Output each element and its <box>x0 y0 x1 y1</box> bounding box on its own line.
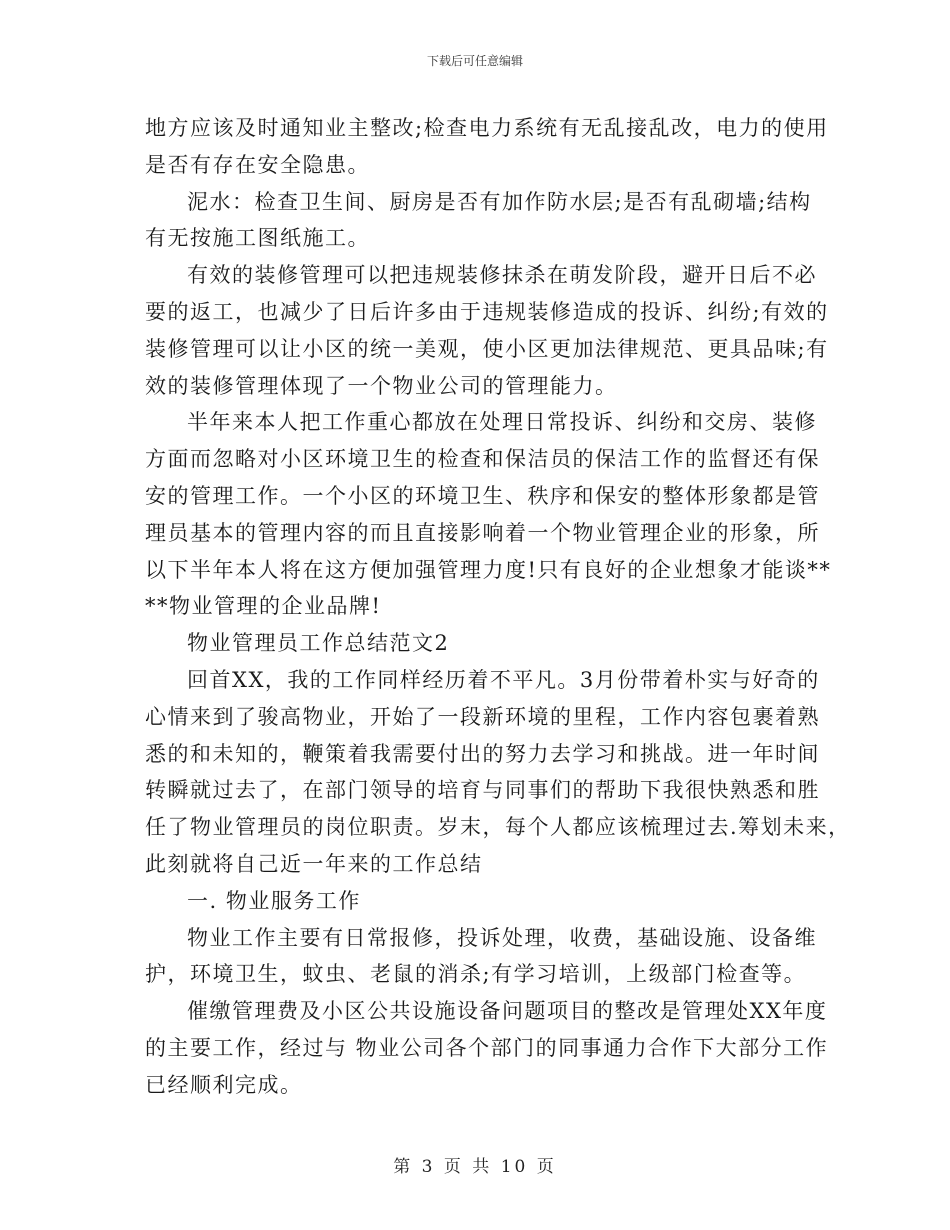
text-line: 护，环境卫生，蚊虫、老鼠的消杀;有学习培训，上级部门检查等。 <box>145 962 807 987</box>
page-header: 下载后可任意编辑 <box>426 54 523 68</box>
text-line: 任了物业管理员的岗位职责。岁末，每个人都应该梳理过去.筹划未来， <box>145 815 851 840</box>
text-line: 回首XX，我的工作同样经历着不平凡。3月份带着朴实与好奇的 <box>187 667 820 692</box>
text-line: 要的返工，也减少了日后许多由于违规装修造成的投诉、纠纷;有效的 <box>145 299 829 324</box>
text-line: 半年来本人把工作重心都放在处理日常投诉、纠纷和交房、装修 <box>187 410 817 435</box>
text-line: 安的管理工作。一个小区的环境卫生、秩序和保安的整体形象都是管 <box>145 483 820 508</box>
page-footer: 第 3 页 共 10 页 <box>393 1157 557 1177</box>
text-line: 已经顺利完成。 <box>145 1072 303 1097</box>
text-line: 有效的装修管理可以把违规装修抹杀在萌发阶段，避开日后不必 <box>187 263 817 288</box>
text-line: 心情来到了骏高物业，开始了一段新环境的里程，工作内容包裹着熟 <box>145 704 820 729</box>
text-line: 是否有存在安全隐患。 <box>145 152 370 177</box>
text-line: 泥水：检查卫生间、厨房是否有加作防水层;是否有乱砌墙;结构 <box>187 189 812 214</box>
document-body <box>145 110 851 1104</box>
text-line: 效的装修管理体现了一个物业公司的管理能力。 <box>145 373 618 398</box>
text-line: 转瞬就过去了，在部门领导的培育与同事们的帮助下我很快熟悉和胜 <box>145 778 820 803</box>
text-line: 装修管理可以让小区的统一美观，使小区更加法律规范、更具品味;有 <box>145 336 829 361</box>
text-line: 地方应该及时通知业主整改;检查电力系统有无乱接乱改，电力的使用 <box>145 116 829 140</box>
text-line: 一. 物业服务工作 <box>187 888 361 913</box>
text-line: 催缴管理费及小区公共设施设备问题项目的整改是管理处XX年度 <box>187 999 828 1024</box>
text-line: 物业管理员工作总结范文2 <box>187 631 450 656</box>
text-line: 此刻就将自己近一年来的工作总结 <box>145 851 483 876</box>
text-line: 悉的和未知的，鞭策着我需要付出的努力去学习和挑战。进一年时间 <box>145 741 820 766</box>
text-line: 以下半年本人将在这方便加强管理力度!只有良好的企业想象才能谈** <box>145 557 832 582</box>
text-line: 的主要工作，经过与 物业公司各个部门的同事通力合作下大部分工作 <box>145 1035 829 1060</box>
text-line: 方面而忽略对小区环境卫生的检查和保洁员的保洁工作的监督还有保 <box>145 447 820 472</box>
text-line: 有无按施工图纸施工。 <box>145 226 370 251</box>
text-line: **物业管理的企业品牌! <box>145 594 382 619</box>
text-line: 物业工作主要有日常报修，投诉处理，收费，基础设施、设备维 <box>187 925 817 950</box>
text-line: 理员基本的管理内容的而且直接影响着一个物业管理企业的形象，所 <box>145 520 820 545</box>
